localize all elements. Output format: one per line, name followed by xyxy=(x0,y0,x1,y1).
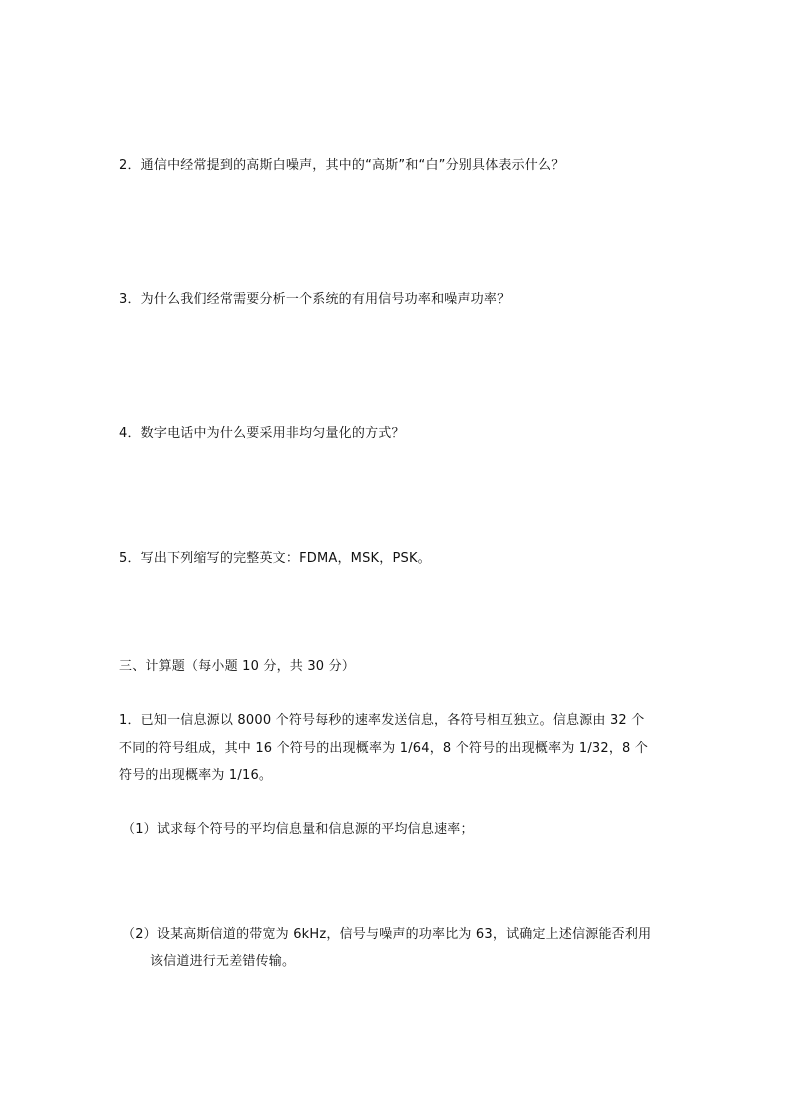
problem-1-line-1: 1．已知一信息源以 8000 个符号每秒的速率发送信息，各符号相互独立。信息源由 32 个 xyxy=(119,713,645,728)
section-heading: 三、计算题（每小题 10 分，共 30 分） xyxy=(119,659,356,674)
question-5: 5．写出下列缩写的完整英文：FDMA，MSK，PSK。 xyxy=(119,551,431,566)
problem-1-subquestion-2-line-1: （2）设某高斯信道的带宽为 6kHz，信号与噪声的功率比为 63，试确定上述信源能否利用 xyxy=(122,927,652,942)
question-3: 3．为什么我们经常需要分析一个系统的有用信号功率和噪声功率？ xyxy=(119,292,511,307)
question-4: 4．数字电话中为什么要采用非均匀量化的方式？ xyxy=(119,426,405,441)
problem-1-subquestion-1: （1）试求每个符号的平均信息量和信息源的平均信息速率； xyxy=(122,822,474,837)
problem-1-line-3: 符号的出现概率为 1/16。 xyxy=(119,768,273,783)
question-2: 2．通信中经常提到的高斯白噪声，其中的“高斯”和“白”分别具体表示什么？ xyxy=(119,158,565,173)
problem-1-subquestion-2-line-2: 该信道进行无差错传输。 xyxy=(150,954,296,969)
problem-1-line-2: 不同的符号组成，其中 16 个符号的出现概率为 1/64，8 个符号的出现概率为 1/32，8 个 xyxy=(119,741,649,756)
